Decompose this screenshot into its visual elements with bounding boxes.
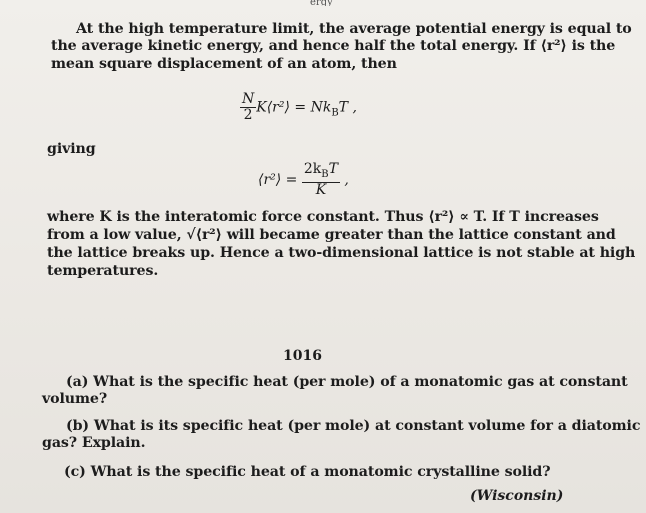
eq1-body: K⟨r²⟩ = Nk [256,99,332,116]
eq1-denominator: 2 [243,107,253,123]
equation-1 [240,92,357,123]
eq1-fraction [240,92,256,123]
source-citation: (Wisconsin) [470,488,564,504]
question-b-line2: gas? Explain. [42,435,146,451]
eq1-tail: T , [338,99,357,116]
eq2-denominator: K [315,181,327,198]
eq2-lhs: ⟨r²⟩ = [258,171,298,188]
question-b-line1: (b) What is its specific heat (per mole) at constant volume for a diatomic [66,418,641,434]
equation-2 [258,162,349,198]
eq2-numerator [302,162,340,183]
eq2-fraction [302,162,340,198]
question-a-line1: (a) What is the specific heat (per mole) of a monatomic gas at constant [66,374,628,390]
para2-line4: temperatures. [47,263,159,279]
giving-label: giving [47,141,96,157]
eq2-tail: , [344,171,349,188]
eq1-numerator: N [242,91,255,107]
question-c-line1: (c) What is the specific heat of a monatomic crystalline solid? [64,464,551,480]
page-top-fragment: ergy [310,0,333,6]
para2-line3: the lattice breaks up. Hence a two-dimensional lattice is not stable at high [47,245,636,261]
eq2-num-sub: B [321,168,329,180]
eq2-num-b: T [328,161,338,177]
problem-number: 1016 [283,348,322,364]
para2-line2: from a low value, √⟨r²⟩ will became greater than the lattice constant and [47,227,616,243]
eq1-subscript: B [331,107,339,119]
para1-line2: the average kinetic energy, and hence half the total energy. If ⟨r²⟩ is the [51,38,616,54]
para2-line1: where K is the interatomic force constant. Thus ⟨r²⟩ ∝ T. If T increases [47,209,599,225]
question-a-line2: volume? [42,391,108,407]
para1-line3: mean square displacement of an atom, then [51,56,397,72]
eq2-num-a: 2k [303,161,322,177]
para1-line1: At the high temperature limit, the average potential energy is equal to [76,21,632,37]
